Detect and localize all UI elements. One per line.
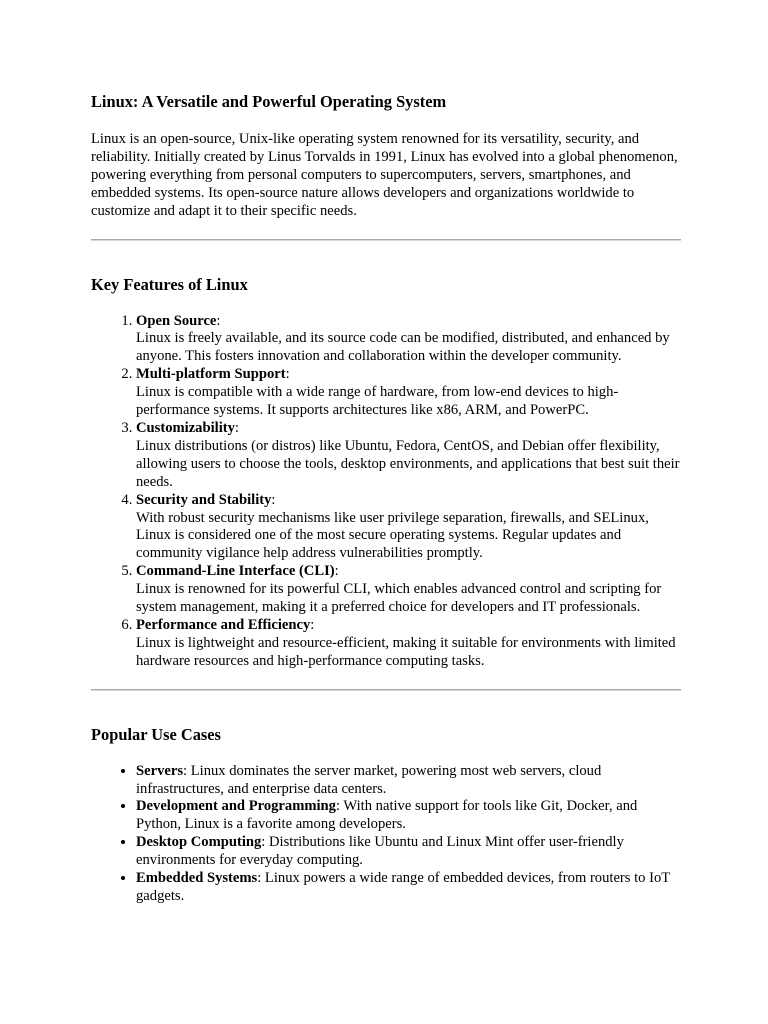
horizontal-divider [91, 239, 681, 241]
use-case-label: Desktop Computing [136, 834, 262, 851]
use-cases-heading: Popular Use Cases [91, 724, 221, 744]
feature-description: Linux is compatible with a wide range of hardware, from low-end devices to high-performance systems. It supports architectures like x86, ARM, and PowerPC. [136, 384, 619, 419]
use-case-description: : Linux dominates the server market, powering most web servers, cloud infrastructures, and enterprise data centers. [136, 762, 602, 797]
feature-description: Linux is freely available, and its source code can be modified, distributed, and enhanced by anyone. This fosters innovation and collaboration within the developer community. [136, 330, 670, 365]
feature-item-security: 4. Security and Stability: With robust security mechanisms like user privilege separation, firewalls, and SELinux, Linux is considered one of the most secure operating systems. Regular updates and community vigilance help address vulnerabilities promptly. [136, 492, 681, 564]
feature-label: Multi-platform Support [136, 366, 286, 383]
feature-item-cli: 5. Command-Line Interface (CLI): Linux is renowned for its powerful CLI, which enables advanced control and scripting for system management, making it a preferred choice for developers and IT professionals. [136, 563, 681, 617]
feature-label: Open Source [136, 312, 217, 329]
features-heading: Key Features of Linux [91, 274, 248, 294]
use-case-label: Development and Programming [136, 798, 336, 815]
use-cases-list [91, 763, 681, 906]
feature-label: Performance and Efficiency [136, 616, 311, 633]
use-case-label: Servers [136, 762, 184, 779]
intro-paragraph: Linux is an open-source, Unix-like operating system renowned for its versatility, security, and reliability. Initially created by Linus Torvalds in 1991, Linux has evolved into a global phenomenon, powering everything from personal computers to supercomputers, servers, smartphones, and embedded systems. Its open-source nature allows developers and organizations worldwide to customize and adapt it to their specific needs. [91, 131, 678, 219]
use-case-description: : Linux powers a wide range of embedded devices, from routers to IoT gadgets. [136, 870, 670, 904]
feature-description: With robust security mechanisms like user privilege separation, firewalls, and SELinux, Linux is considered one of the most secure operating systems. Regular updates and community vigilance help address vulnerabilities promptly. [136, 509, 649, 562]
page-title: Linux: A Versatile and Powerful Operating System [91, 92, 447, 111]
feature-description: Linux is renowned for its powerful CLI, which enables advanced control and scripting for system management, making it a preferred choice for developers and IT professionals. [136, 581, 662, 616]
feature-label: Customizability [136, 419, 235, 436]
use-case-item-development [136, 798, 681, 834]
use-case-item-servers [136, 763, 681, 799]
use-case-description: : With native support for tools like Git, Docker, and Python, Linux is a favorite among developers. [136, 798, 638, 833]
feature-item-open-source: 1. Open Source: Linux is freely available, and its source code can be modified, distributed, and enhanced by anyone. This fosters innovation and collaboration within the developer community. [136, 313, 681, 367]
features-list [91, 313, 681, 671]
use-case-label: Embedded Systems [136, 870, 258, 887]
use-case-description: : Distributions like Ubuntu and Linux Mint offer user-friendly environments for everyday computing. [136, 834, 624, 869]
feature-item-performance: 6. Performance and Efficiency: Linux is lightweight and resource-efficient, making it suitable for environments with limited hardware resources and high-performance computing tasks. [136, 617, 681, 671]
feature-item-multi-platform: 2. Multi-platform Support: Linux is compatible with a wide range of hardware, from low-end devices to high-performance systems. It supports architectures like x86, ARM, and PowerPC. [136, 366, 681, 420]
use-case-item-embedded [136, 870, 681, 906]
document-content [91, 92, 681, 906]
horizontal-divider [91, 689, 681, 691]
feature-label: Security and Stability [136, 491, 272, 508]
feature-label: Command-Line Interface (CLI) [136, 563, 335, 580]
use-case-item-desktop [136, 834, 681, 870]
feature-description: Linux distributions (or distros) like Ubuntu, Fedora, CentOS, and Debian offer flexibility, allowing users to choose the tools, desktop environments, and applications that best suit their needs. [136, 437, 680, 490]
feature-item-customizability: 3. Customizability: Linux distributions (or distros) like Ubuntu, Fedora, CentOS, and Debian offer flexibility, allowing users to choose the tools, desktop environments, and applications that best suit their needs. [136, 420, 681, 492]
feature-description: Linux is lightweight and resource-efficient, making it suitable for environments with limited hardware resources and high-performance computing tasks. [136, 634, 676, 669]
